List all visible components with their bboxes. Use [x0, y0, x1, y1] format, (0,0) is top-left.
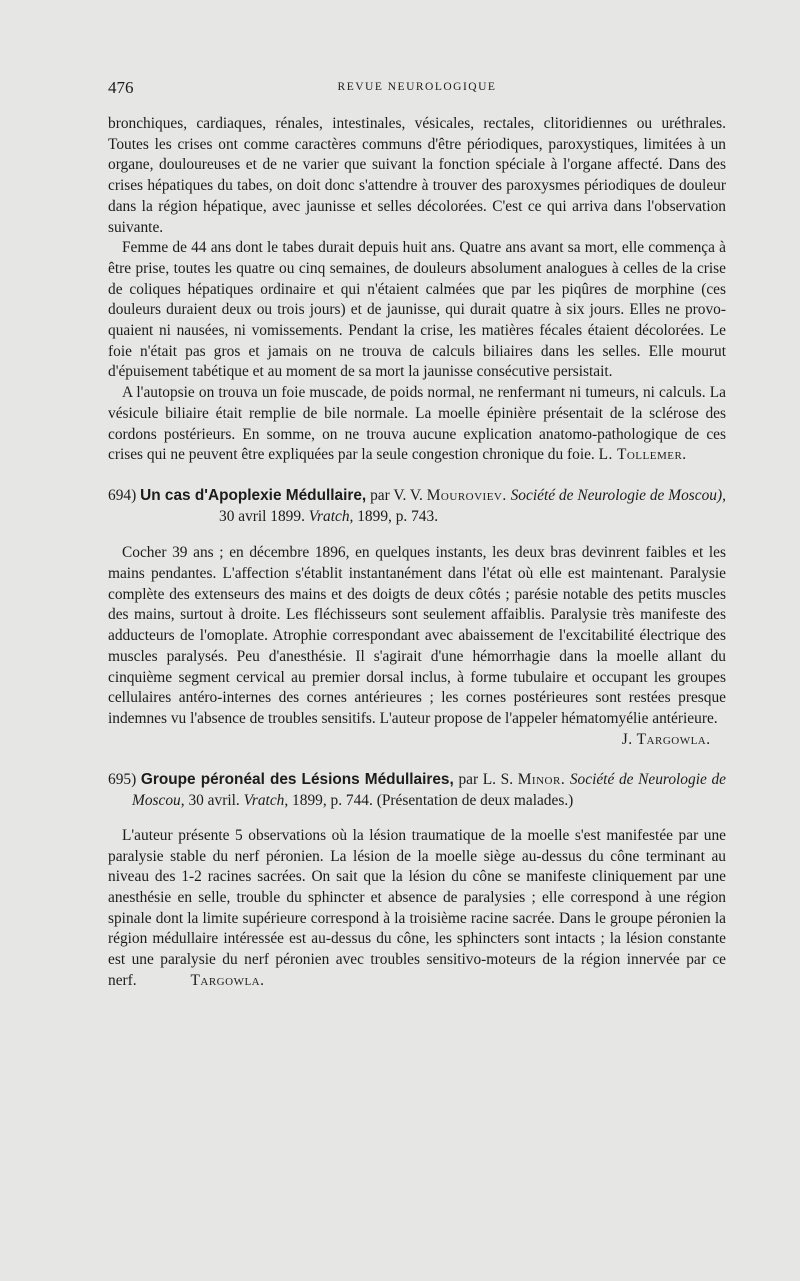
signature-targowla-1 [108, 730, 726, 751]
page-header [108, 78, 726, 102]
article-695-society: Société de Neurologie de Moscou, [132, 771, 726, 810]
running-title: REVUE NEUROLOGIQUE [337, 81, 497, 93]
signature-targowla-2: Targowla. [190, 971, 265, 989]
article-694-heading [108, 486, 726, 527]
paragraph-autopsy-text: A l'autopsie on trouva un foie muscade, de poids normal, ne renfermant ni tumeurs, ni calculs. La vésicule biliaire était remplie de bile normale. La moelle épinière présentait de la sclérose des cordons postérieurs. En somme, on ne trouva aucune explication anatomo-pathologique de ces crises qui ne peuvent être expliquées par la seule congestion chronique du foie. [108, 384, 726, 464]
paragraph-695-body [108, 826, 726, 992]
article-694-number: 694) [108, 486, 137, 504]
article-695-by: par L. S. [458, 771, 514, 789]
paragraph-695-text: L'auteur présente 5 observations où la lésion traumatique de la moelle s'est manifestée par une paralysie stable du nerf péronien. La lésion de la moelle siège au-dessus du cône terminant au niveau des 1-2 racines sacrées. On sait que la lésion du cône se manifeste cliniquement par une anesthésie en selle, trouble du sphincter et absence de paralysies ; elle correspond à une région spinale dont la limite supérieure correspond à la troisième racine sacrée. Dans le groupe péronien la région médullaire intéressée est au-dessus du cône, les sphincters sont intacts ; la lésion constante est une paralysie du nerf péronien avec troubles sensitivo-moteurs de la région innervée par ce nerf. [108, 826, 726, 989]
article-694-society: Société de Neurologie de Moscou), [510, 486, 726, 504]
article-694-journal: Vratch, [308, 507, 354, 525]
article-695-heading [108, 770, 726, 811]
article-695-journal: Vratch, [243, 792, 289, 810]
paragraph-autopsy [108, 383, 726, 466]
spacer [108, 812, 726, 826]
paragraph-694-body: Cocher 39 ans ; en décembre 1896, en quelques instants, les deux bras devinrent faibles et les mains pendantes. L'affection s'établit instantanément dans l'état où elle est maintenant. Paralysie complète des extenseurs des mains et des doigts de deux côtés ; parésie notable des petits muscles des mains, surtout à droite. Les fléchisseurs sont seulement affaiblis. Paralysie très manifeste des adducteurs de l'omoplate. Atrophie correspondant avec abaissement de l'excitabilité électrique des muscles paralysés. Peu d'anesthésie. Il s'agirait d'une hémorrhagie dans la moelle allant du cinquième segment cervical au premier dorsal inclus, à forme tubulaire et occupant les groupes cellulaires antéro-internes des cornes antérieures ; les cornes postérieures sont restées presque indemnes vu l'absence de troubles sensitifs. L'auteur propose de l'appeler hématomyélie antérieure. [108, 544, 726, 727]
article-695-author: Minor. [517, 771, 566, 789]
page-body [108, 114, 726, 991]
article-694-title: Un cas d'Apoplexie Médullaire, [140, 486, 367, 504]
article-694-ref: 1899, p. 743. [357, 507, 439, 525]
spacer [108, 527, 726, 543]
page-number: 476 [108, 78, 134, 97]
article-695-number: 695) [108, 771, 137, 789]
article-695-ref: 1899, p. 744. (Présentation de deux malades.) [292, 792, 574, 810]
signature-tollemer: L. Tollemer. [598, 446, 687, 464]
paragraph-continuation: bronchiques, cardiaques, rénales, intestinales, vésicales, rectales, clitoridiennes ou uréthrales. Toutes les crises ont comme caractères communs d'être périodiques, paroxystiques, limitées à un organe, douloureuses et de ne varier que suivant la fonction spéciale à l'organe affecté. Dans des crises hépatiques du tabes, on doit donc s'attendre à trouver des paroxysmes périodiques de douleur dans la région hépatique, avec jaunisse et selles décolorées. C'est ce qui arriva dans l'observation suivante. [108, 115, 726, 236]
article-694-by: par V. V. [370, 486, 423, 504]
article-695-date: 30 avril. [188, 792, 240, 810]
paragraph-case-description: Femme de 44 ans dont le tabes durait depuis huit ans. Quatre ans avant sa mort, elle commença à être prise, toutes les quatre ou cinq semaines, de douleurs absolument analogues à celles de la crise de coliques hépatiques ordinaire et qui n'étaient calmées que par les piqûres de morphine (ces douleurs duraient deux ou trois jours) et de jaunisse, qui durait quatre à six jours. Elles ne provoquaient ni nausées, ni vomissements. Pendant la crise, les matières fécales étaient décolorées. Le foie n'était pas gros et jamais on ne trouva de calculs biliaires dans les selles. Elle mourut d'épuisement tabétique et au moment de sa mort la jaunisse consécutive persistait. [108, 239, 726, 381]
signature-targowla-1-text: J. Targowla. [621, 730, 711, 748]
article-695-title: Groupe péronéal des Lésions Médullaires, [140, 771, 454, 789]
article-694-author: Mouroviev. [426, 486, 507, 504]
article-694-date: 30 avril 1899. [219, 507, 305, 525]
